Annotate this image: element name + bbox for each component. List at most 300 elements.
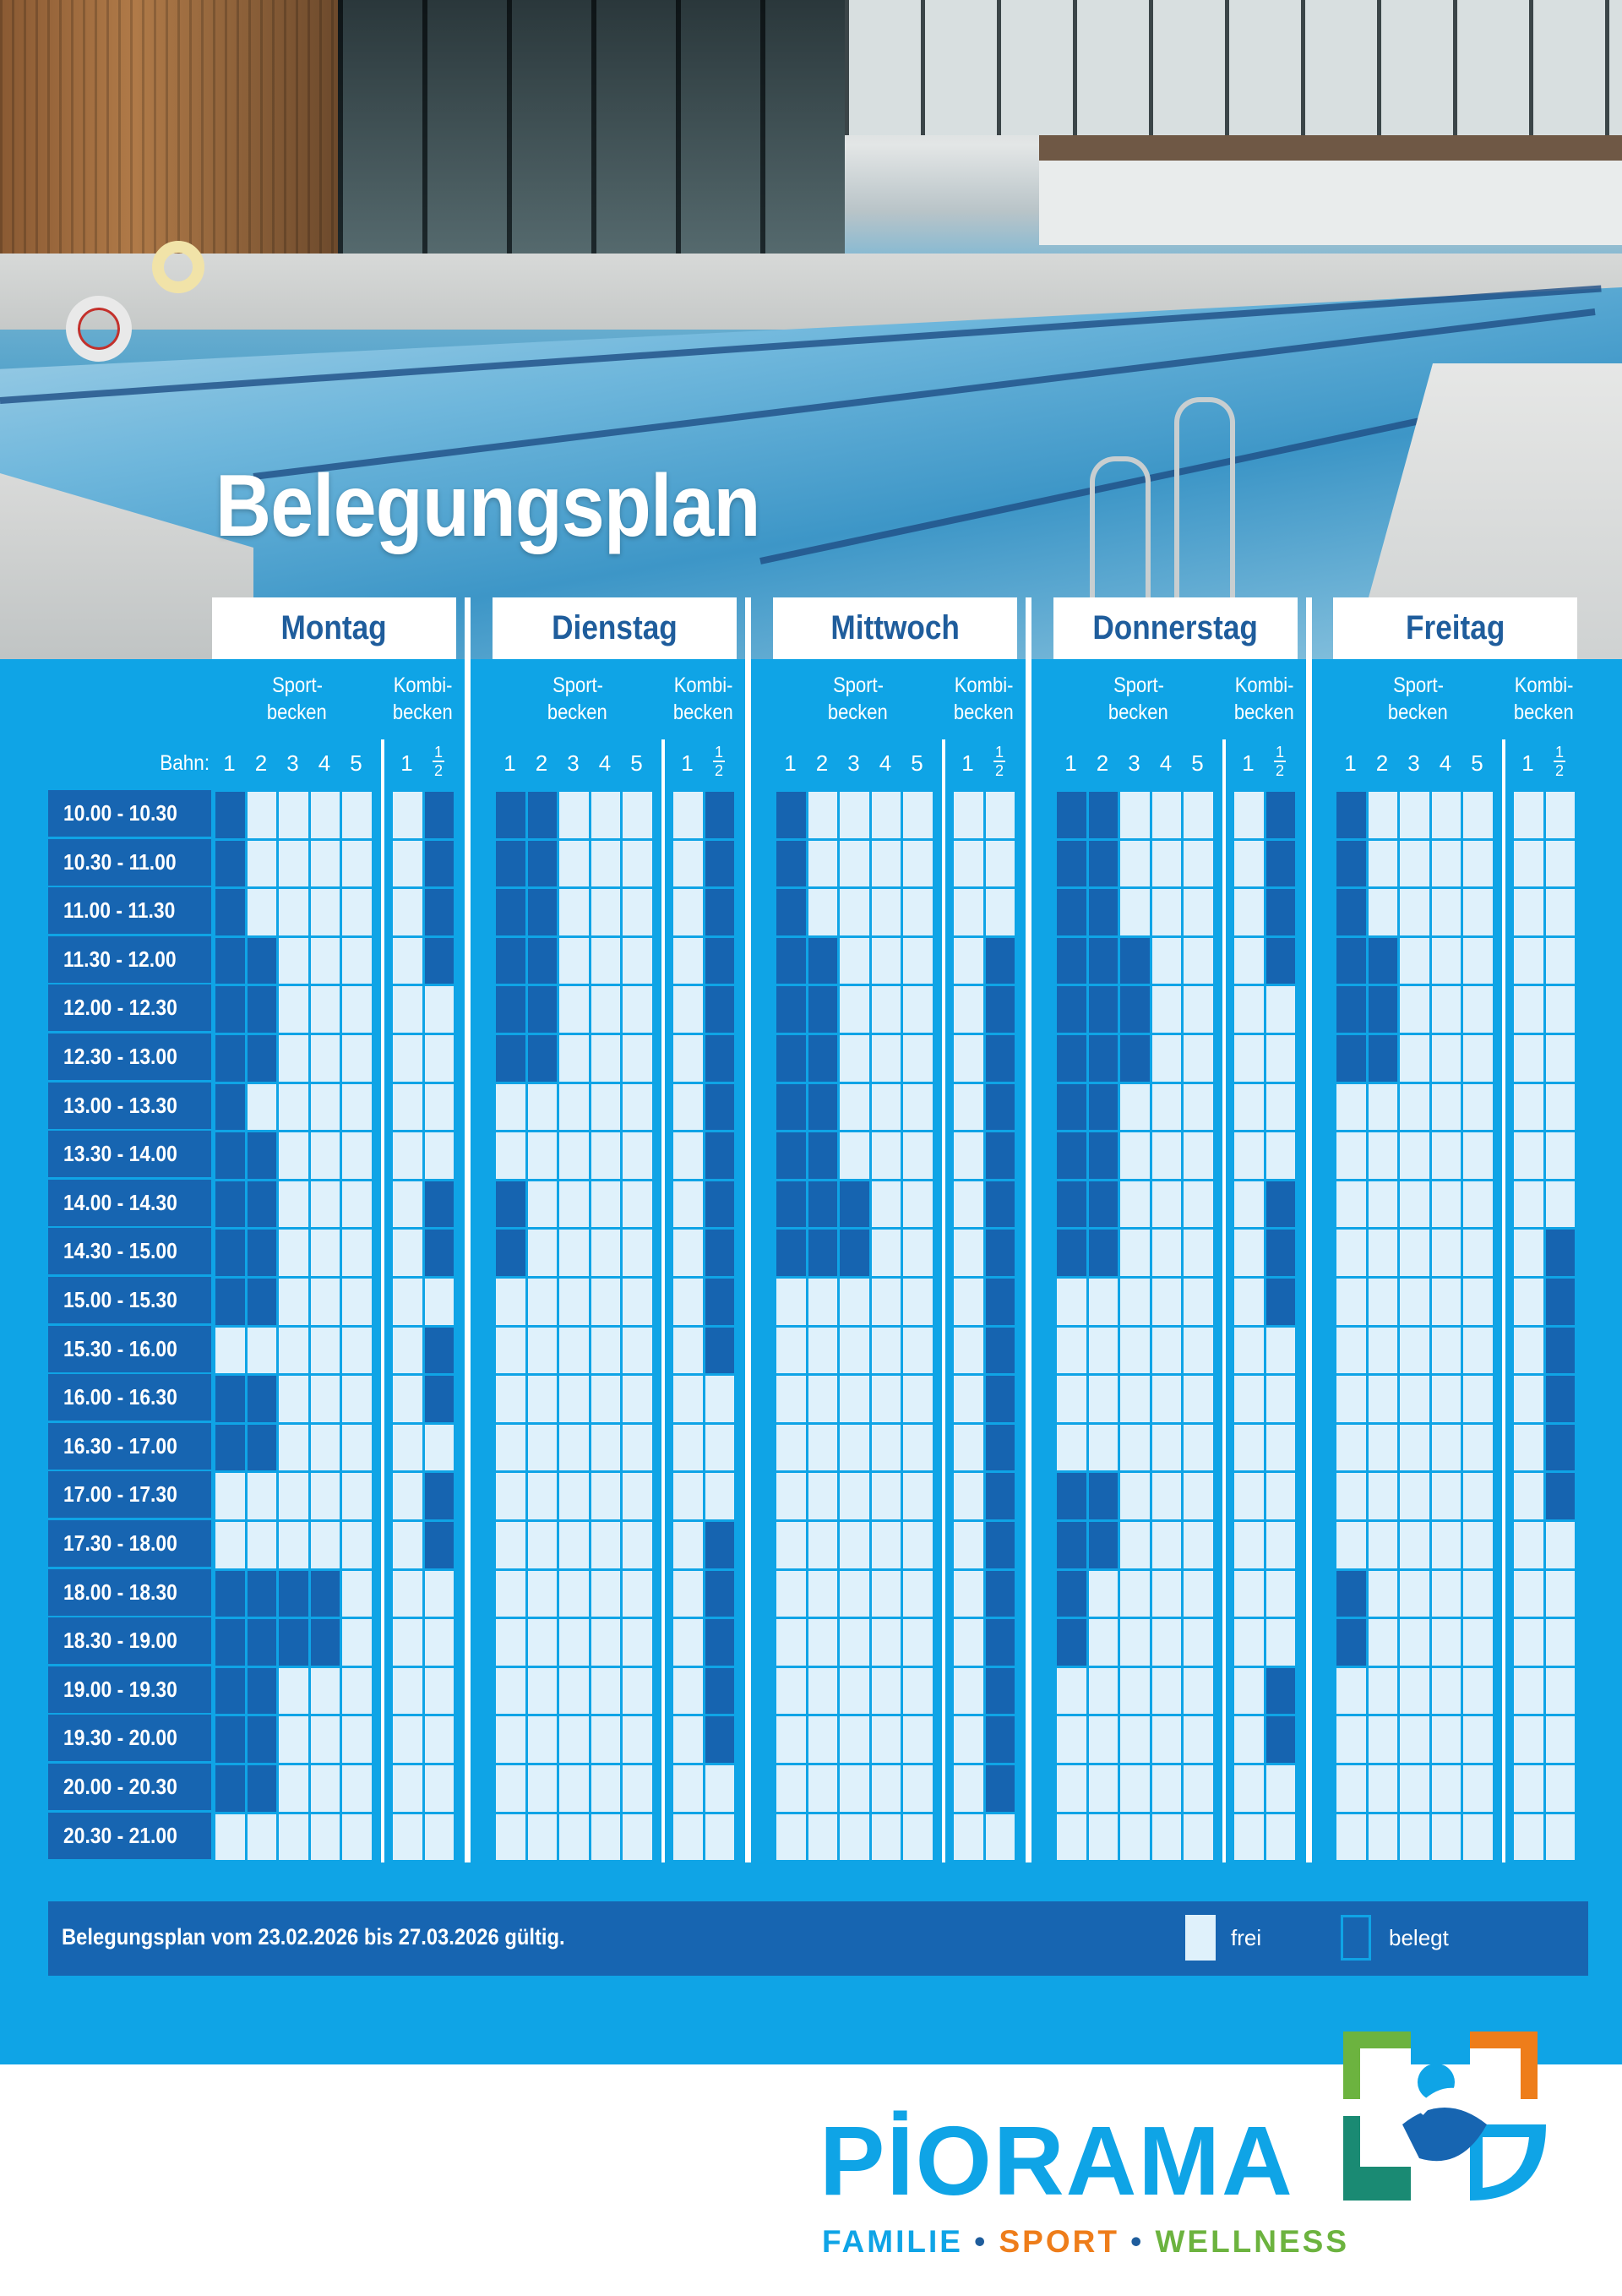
lane-number: 1 [1242, 750, 1255, 776]
slot-free [672, 1813, 705, 1862]
slot-free [246, 1813, 279, 1862]
slot-free [277, 1764, 310, 1813]
slot-free [340, 1813, 373, 1862]
slot-busy [246, 1180, 279, 1230]
slot-free [1087, 1423, 1120, 1473]
slot-free [1119, 1569, 1151, 1619]
tagline-dot: • [1130, 2224, 1145, 2259]
slot-free [526, 1131, 559, 1181]
slot-free [1512, 1617, 1545, 1667]
slot-free [1430, 790, 1463, 840]
slot-free [1182, 1520, 1215, 1570]
slot-free [1512, 1228, 1545, 1278]
slot-free [423, 1083, 456, 1132]
slot-busy [1544, 1374, 1577, 1424]
slot-free [277, 1277, 310, 1327]
slot-free [558, 1764, 591, 1813]
slot-free [309, 1813, 342, 1862]
slot-free [1055, 1715, 1088, 1764]
slot-free [391, 1374, 424, 1424]
fraction-denominator: 2 [433, 762, 443, 779]
slot-free [423, 1033, 456, 1083]
slot-busy [1055, 887, 1088, 937]
slot-free [558, 1715, 591, 1764]
slot-free [1367, 1423, 1400, 1473]
label-text: 16.00 - 16.30 [63, 1384, 177, 1410]
slot-free [1087, 1617, 1120, 1667]
slot-free [775, 1666, 808, 1716]
slot-free [1151, 1715, 1184, 1764]
slot-free [558, 1520, 591, 1570]
time-slot-label [48, 1374, 211, 1421]
slot-busy [704, 790, 737, 840]
slot-busy [704, 1083, 737, 1132]
slot-busy [1265, 887, 1298, 937]
slot-free [1119, 1617, 1151, 1667]
slot-busy [984, 1423, 1017, 1473]
slot-free [309, 984, 342, 1034]
time-slot-label [48, 984, 211, 1031]
slot-free [901, 887, 934, 937]
fraction-denominator: 2 [714, 762, 723, 779]
slot-free [391, 1277, 424, 1327]
slot-busy [984, 1033, 1017, 1083]
slot-busy [775, 1180, 808, 1230]
slot-free [952, 1666, 985, 1716]
slot-free [391, 1666, 424, 1716]
slot-free [1233, 1083, 1265, 1132]
slot-busy [277, 1569, 310, 1619]
slot-free [423, 1666, 456, 1716]
slot-free [340, 1033, 373, 1083]
slot-free [901, 1471, 934, 1521]
lane-number: 2 [254, 750, 268, 776]
fraction-numerator: 1 [433, 744, 443, 761]
slot-free [1233, 839, 1265, 889]
slot-free [952, 936, 985, 986]
slot-free [340, 1471, 373, 1521]
slot-free [246, 887, 279, 937]
subheader-line: becken [673, 701, 733, 724]
slot-free [340, 1666, 373, 1716]
slot-free [277, 1083, 310, 1132]
label-text: 19.30 - 20.00 [63, 1725, 177, 1751]
slot-busy [704, 984, 737, 1034]
slot-busy [1367, 1033, 1400, 1083]
lane-number: 5 [1191, 750, 1204, 776]
slot-free [309, 1374, 342, 1424]
subheader-line: becken [828, 701, 889, 724]
slot-free [838, 1033, 871, 1083]
slot-busy [494, 1033, 527, 1083]
slot-busy [246, 1131, 279, 1181]
slot-busy [1119, 936, 1151, 986]
slot-busy [214, 1374, 247, 1424]
slot-free [558, 1228, 591, 1278]
subheader-sport [1059, 672, 1218, 726]
slot-free [1367, 1083, 1400, 1132]
slot-free [952, 1569, 985, 1619]
slot-free [391, 1131, 424, 1181]
slot-free [1461, 1666, 1494, 1716]
slot-free [870, 839, 903, 889]
slot-free [526, 1423, 559, 1473]
slot-free [1335, 1471, 1368, 1521]
slot-free [901, 1326, 934, 1376]
slot-free [1461, 1617, 1494, 1667]
slot-free [309, 1277, 342, 1327]
slot-free [1233, 1228, 1265, 1278]
slot-busy [246, 1374, 279, 1424]
slot-free [494, 1764, 527, 1813]
slot-free [1233, 1813, 1265, 1862]
subheader-sport [1339, 672, 1498, 726]
slot-free [1119, 1374, 1151, 1424]
slot-free [590, 1666, 623, 1716]
slot-free [870, 1813, 903, 1862]
slot-free [277, 1131, 310, 1181]
slot-busy [1367, 936, 1400, 986]
slot-free [1335, 1228, 1368, 1278]
slot-free [704, 1374, 737, 1424]
subheader-line: Kombi- [673, 674, 733, 697]
slot-free [1233, 1180, 1265, 1230]
slot-free [1119, 1326, 1151, 1376]
slot-free [590, 1715, 623, 1764]
slot-free [870, 1131, 903, 1181]
slot-free [621, 1471, 654, 1521]
lane-number: 3 [286, 750, 299, 776]
slot-busy [1335, 1617, 1368, 1667]
slot-busy [1055, 1520, 1088, 1570]
slot-free [277, 1180, 310, 1230]
slot-free [1087, 1813, 1120, 1862]
slot-free [1335, 1374, 1368, 1424]
slot-busy [807, 936, 840, 986]
slot-free [1265, 1131, 1298, 1181]
slot-free [494, 1813, 527, 1862]
slot-free [1182, 1471, 1215, 1521]
slot-free [838, 1715, 871, 1764]
slot-free [672, 887, 705, 937]
slot-free [672, 1326, 705, 1376]
slot-free [1512, 1033, 1545, 1083]
slot-free [1233, 1374, 1265, 1424]
slot-free [621, 887, 654, 937]
slot-busy [423, 1520, 456, 1570]
lane-number: 1 [1521, 750, 1534, 776]
slot-free [775, 1813, 808, 1862]
slot-free [1461, 887, 1494, 937]
slot-busy [984, 1083, 1017, 1132]
slot-free [1367, 1520, 1400, 1570]
slot-free [838, 1083, 871, 1132]
slot-free [1512, 1083, 1545, 1132]
lane-number: 4 [598, 750, 612, 776]
label-text: 20.30 - 21.00 [63, 1822, 177, 1848]
slot-free [590, 1033, 623, 1083]
slot-free [1119, 1471, 1151, 1521]
slot-free [621, 1569, 654, 1619]
day-header-freitag [1333, 597, 1577, 659]
slot-free [1119, 1083, 1151, 1132]
slot-busy [1335, 1569, 1368, 1619]
slot-free [1430, 936, 1463, 986]
lane-number: 1 [400, 750, 413, 776]
slot-free [672, 839, 705, 889]
slot-free [952, 1326, 985, 1376]
slot-busy [1087, 1083, 1120, 1132]
label-text: 10.30 - 11.00 [63, 848, 177, 875]
label-text: 20.00 - 20.30 [63, 1774, 177, 1799]
slot-free [952, 1520, 985, 1570]
slot-free [340, 984, 373, 1034]
slot-busy [1335, 936, 1368, 986]
slot-free [340, 1764, 373, 1813]
slot-free [214, 1471, 247, 1521]
slot-free [1367, 1569, 1400, 1619]
slot-free [340, 1617, 373, 1667]
slot-busy [214, 1569, 247, 1619]
slot-free [1512, 1715, 1545, 1764]
subheader-line: becken [267, 701, 328, 724]
slot-free [901, 1374, 934, 1424]
label-text: 14.30 - 15.00 [63, 1238, 177, 1264]
slot-free [1398, 1374, 1431, 1424]
slot-free [1430, 1277, 1463, 1327]
slot-free [1430, 1033, 1463, 1083]
slot-free [340, 1423, 373, 1473]
subheader-line: Kombi- [954, 674, 1014, 697]
slot-free [1430, 887, 1463, 937]
slot-free [1182, 1666, 1215, 1716]
slot-free [1055, 1813, 1088, 1862]
slot-busy [423, 839, 456, 889]
slot-free [558, 1326, 591, 1376]
slot-free [423, 1569, 456, 1619]
slot-busy [214, 839, 247, 889]
slot-busy [214, 1715, 247, 1764]
slot-free [1430, 1715, 1463, 1764]
slot-free [1398, 1813, 1431, 1862]
slot-free [340, 1180, 373, 1230]
slot-free [1233, 936, 1265, 986]
slot-free [590, 1326, 623, 1376]
slot-busy [1119, 1033, 1151, 1083]
slot-free [1335, 1131, 1368, 1181]
slot-free [277, 790, 310, 840]
slot-free [526, 1374, 559, 1424]
slot-free [1544, 1813, 1577, 1862]
slot-busy [1544, 1423, 1577, 1473]
subheader-line: Kombi- [1514, 674, 1574, 697]
slot-busy [1335, 1033, 1368, 1083]
slot-free [901, 936, 934, 986]
validity-text: Belegungsplan vom 23.02.2026 bis 27.03.2026 gültig. [62, 1924, 565, 1950]
slot-busy [807, 1180, 840, 1230]
slot-free [1461, 1764, 1494, 1813]
slot-free [952, 1813, 985, 1862]
slot-free [672, 984, 705, 1034]
slot-free [391, 790, 424, 840]
time-slot-label [48, 1569, 211, 1616]
slot-free [1055, 1423, 1088, 1473]
slot-free [901, 790, 934, 840]
subheader-line: becken [1234, 701, 1294, 724]
lane-number-half [1265, 744, 1296, 779]
validity-bar [48, 1901, 1588, 1976]
slot-free [1119, 1520, 1151, 1570]
slot-free [870, 1569, 903, 1619]
slot-busy [1335, 984, 1368, 1034]
slot-free [423, 1813, 456, 1862]
slot-free [1055, 1326, 1088, 1376]
slot-free [1367, 839, 1400, 889]
slot-free [621, 1617, 654, 1667]
day-header-dienstag [493, 597, 737, 659]
slot-free [494, 1277, 527, 1327]
slot-busy [807, 1131, 840, 1181]
slot-free [1430, 1228, 1463, 1278]
tagline-sport: SPORT [999, 2224, 1119, 2259]
legend-busy-label: belegt [1389, 1925, 1449, 1950]
time-slot-label [48, 1813, 211, 1859]
subheader-kombi [383, 672, 463, 726]
slot-free [775, 1471, 808, 1521]
slot-free [1430, 1131, 1463, 1181]
slot-free [590, 790, 623, 840]
slot-free [838, 887, 871, 937]
time-slot-label [48, 887, 211, 934]
slot-free [1544, 1666, 1577, 1716]
slot-busy [423, 1471, 456, 1521]
slot-free [340, 887, 373, 937]
slot-free [870, 1666, 903, 1716]
slot-free [558, 790, 591, 840]
slot-free [1119, 887, 1151, 937]
slot-free [1367, 1326, 1400, 1376]
label-text: Dienstag [552, 609, 678, 646]
slot-busy [246, 1617, 279, 1667]
day-header-montag [212, 597, 456, 659]
slot-free [1398, 790, 1431, 840]
slot-free [1512, 984, 1545, 1034]
slot-free [340, 1083, 373, 1132]
slot-free [391, 1033, 424, 1083]
lane-number: 1 [1064, 750, 1077, 776]
slot-busy [704, 1326, 737, 1376]
slot-free [1151, 1277, 1184, 1327]
slot-free [526, 1180, 559, 1230]
slot-busy [494, 839, 527, 889]
time-slot-label [48, 1277, 211, 1323]
slot-free [526, 1617, 559, 1667]
slot-free [1367, 1764, 1400, 1813]
slot-busy [1087, 887, 1120, 937]
lane-number: 3 [1407, 750, 1420, 776]
slot-free [1398, 1715, 1431, 1764]
slot-free [1233, 887, 1265, 937]
slot-free [590, 1471, 623, 1521]
slot-busy [984, 1374, 1017, 1424]
label-text: 14.00 - 14.30 [63, 1189, 177, 1215]
slot-busy [214, 1666, 247, 1716]
slot-free [901, 984, 934, 1034]
slot-free [1182, 1813, 1215, 1862]
slot-free [246, 1083, 279, 1132]
slot-busy [704, 936, 737, 986]
slot-free [494, 1374, 527, 1424]
slot-free [807, 1715, 840, 1764]
slot-free [1233, 1131, 1265, 1181]
fraction-denominator: 2 [994, 762, 1004, 779]
label-text: 17.00 - 17.30 [63, 1481, 177, 1508]
slot-free [1461, 936, 1494, 986]
slot-free [775, 1569, 808, 1619]
slot-free [838, 1666, 871, 1716]
slot-free [391, 1617, 424, 1667]
subheader-line: Sport- [1392, 674, 1444, 697]
slot-busy [984, 1520, 1017, 1570]
slot-free [494, 1520, 527, 1570]
slot-free [309, 1228, 342, 1278]
slot-free [870, 887, 903, 937]
slot-free [1119, 1666, 1151, 1716]
slot-busy [246, 1423, 279, 1473]
slot-free [309, 1715, 342, 1764]
slot-free [1367, 1666, 1400, 1716]
slot-free [1182, 887, 1215, 937]
slot-free [558, 1131, 591, 1181]
slot-free [870, 1471, 903, 1521]
slot-busy [807, 984, 840, 1034]
slot-free [1087, 1764, 1120, 1813]
slot-free [1151, 887, 1184, 937]
slot-free [984, 887, 1017, 937]
slot-busy [1265, 936, 1298, 986]
slot-busy [775, 1131, 808, 1181]
slot-free [901, 1423, 934, 1473]
slot-free [901, 1569, 934, 1619]
slot-free [494, 1131, 527, 1181]
slot-busy [423, 1374, 456, 1424]
slot-free [590, 1374, 623, 1424]
slot-busy [1119, 984, 1151, 1034]
slot-free [1367, 887, 1400, 937]
slot-free [672, 1228, 705, 1278]
slot-free [807, 1764, 840, 1813]
slot-free [952, 984, 985, 1034]
slot-free [1512, 1569, 1545, 1619]
slot-free [1461, 1374, 1494, 1424]
slot-free [901, 1033, 934, 1083]
slot-free [901, 1764, 934, 1813]
slot-free [1151, 1228, 1184, 1278]
slot-free [1461, 1083, 1494, 1132]
lane-number: 1 [681, 750, 694, 776]
slot-free [1430, 1083, 1463, 1132]
time-slot-label [48, 1520, 211, 1567]
slot-busy [214, 1033, 247, 1083]
slot-free [1461, 984, 1494, 1034]
slot-free [838, 1326, 871, 1376]
slot-busy [246, 1033, 279, 1083]
slot-free [391, 839, 424, 889]
lane-separator [942, 739, 945, 1862]
slot-busy [984, 1131, 1017, 1181]
slot-free [870, 1764, 903, 1813]
slot-busy [984, 1228, 1017, 1278]
